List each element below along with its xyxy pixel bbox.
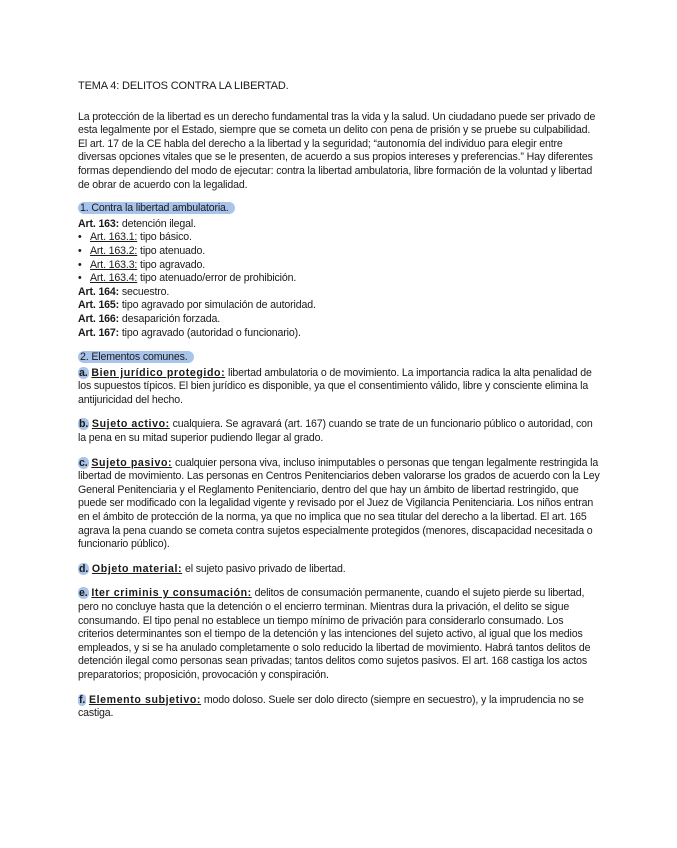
article-text: tipo agravado. — [137, 258, 206, 271]
item-label: Iter criminis y consumación: — [91, 587, 252, 600]
article-text: tipo atenuado. — [137, 244, 206, 257]
section-2-heading-text: 2. Elementos comunes. — [78, 351, 194, 363]
article-label: Art. 167: — [78, 326, 120, 339]
item-label: Sujeto activo: — [91, 418, 170, 431]
item-label: Sujeto pasivo: — [91, 456, 173, 469]
article-label: Art. 165: — [78, 299, 120, 312]
intro-paragraph: La protección de la libertad es un derecho fundamental tras la vida y la salud. Un ciudadano puede ser privado de esta legalmente por el Estado, siempre que se cometa un delito con pena de prisión y se pruebe su culpabilidad. El art. 17 de la CE habla del derecho a la libertad y la seguridad; “autonomía del individuo para elegir entre diversas opciones vitales que se le presenten, de acuerdo a sus propios intereses y preferencias.” Hay diferentes formas dependiendo del modo de ejecutar: contra la libertad ambulatoria, libre formación de la voluntad y libertad de obrar de acuerdo con la legalidad. — [78, 110, 596, 191]
article-label: Art. 163: — [78, 217, 120, 230]
article-text: tipo agravado por simulación de autoridad. — [119, 299, 316, 312]
list-item — [78, 259, 600, 273]
item-label: Elemento subjetivo: — [88, 693, 202, 706]
item-text: cualquier persona viva, incluso inimputables o personas que tengan legalmente restringida la libertad de movimiento. Las personas en Centros Penitenciarios deben valorarse los grados de acuerdo con la Ley General Penitenciaria y el Reglamento Penitenciario, dentro del que hay un ámbito de libertad restringido, que puede ser modificado con la legalidad vigente y revisado por el Juez de Vigilancia Penitenciaria. Los niños entran en el ámbito de protección de la norma, ya que no implica que no sea titular del derecho a la libertad. El art. 165 agrava la pena cuando se cometa contra sujetos especialmente protegidos (menores, discapacidad necesitada o funcionario público). — [78, 456, 600, 551]
article-line — [78, 313, 600, 327]
list-item — [78, 245, 600, 259]
item-text: cualquiera. Se agravará (art. 167) cuando se trate de un funcionario público o autoridad, con la pena en su mitad superior pudiendo llegar al grado. — [78, 418, 593, 445]
item-letter: c. — [79, 456, 88, 469]
article-label: Art. 163.2: — [90, 244, 138, 257]
item-letter: e. — [79, 587, 88, 600]
section-2-heading — [78, 351, 600, 365]
item-text: el sujeto pasivo privado de libertad. — [182, 562, 346, 575]
section-1-heading — [78, 202, 600, 216]
article-163-list — [78, 231, 600, 285]
article-text: tipo agravado (autoridad o funcionario). — [119, 326, 301, 339]
element-item — [78, 457, 600, 552]
list-item — [78, 231, 600, 245]
section-1-heading-text: 1. Contra la libertad ambulatoria. — [78, 202, 235, 214]
list-item — [78, 272, 600, 286]
article-text: tipo atenuado/error de prohibición. — [137, 272, 297, 285]
document-title: TEMA 4: DELITOS CONTRA LA LIBERTAD. — [78, 80, 289, 92]
article-label: Art. 163.1: — [90, 231, 138, 244]
document-page — [78, 80, 600, 732]
article-line — [78, 286, 600, 300]
item-letter: b. — [79, 418, 89, 431]
article-label: Art. 164: — [78, 285, 120, 298]
article-line — [78, 218, 600, 232]
article-label: Art. 166: — [78, 312, 120, 325]
item-text: delitos de consumación permanente, cuando el sujeto pierde su libertad, pero no concluye hasta que la detención o el encierro terminan. Mientras dura la privación, el delito se sigue consumando. El tipo penal no establece un tiempo mínimo de privación para considerarlo consumado. Los criterios determinantes son el tiempo de la detención y las intenciones del sujeto activo, al igual que los medios empleados, y si se ha anulado completamente o solo reducido la libertad de movimiento. Habrá tantos delitos de detención ilegal como personas sean privadas; tantos delitos como sujetos pasivos. El art. 168 castiga los actos preparatorios; proposición, provocación y conspiración. — [78, 587, 591, 681]
element-item — [78, 587, 600, 682]
article-text: tipo básico. — [137, 231, 192, 244]
section-gap — [78, 340, 600, 349]
article-line — [78, 299, 600, 313]
article-text: secuestro. — [119, 285, 170, 298]
article-line — [78, 327, 600, 341]
element-item — [78, 367, 600, 408]
item-text: libertad ambulatoria o de movimiento. La importancia radica la alta penalidad de los supuestos típicos. El bien jurídico es disponible, ya que el consentimiento válido, libre y consciente elimina la antijuricidad del hecho. — [78, 366, 592, 406]
item-letter: a. — [79, 366, 88, 379]
element-item — [78, 694, 600, 721]
article-text: desaparición forzada. — [119, 312, 220, 325]
item-label: Objeto material: — [91, 562, 183, 575]
article-label: Art. 163.3: — [90, 258, 138, 271]
item-text: modo doloso. Suele ser dolo directo (siempre en secuestro), y la imprudencia no se castiga. — [78, 693, 584, 720]
element-item — [78, 563, 600, 577]
article-text: detención ilegal. — [119, 217, 196, 230]
item-label: Bien jurídico protegido: — [91, 366, 226, 379]
element-item — [78, 418, 600, 445]
item-letter: d. — [79, 562, 89, 575]
item-letter: f. — [79, 693, 86, 706]
article-label: Art. 163.4: — [90, 272, 138, 285]
